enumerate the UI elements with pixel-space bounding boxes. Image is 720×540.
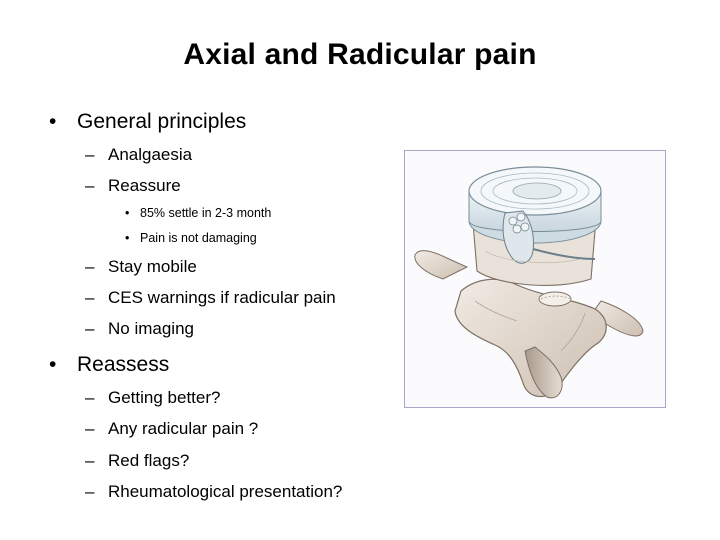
transverse-process-left bbox=[415, 251, 467, 279]
list-item bbox=[85, 257, 197, 277]
facet-joint bbox=[539, 292, 571, 306]
list-item bbox=[85, 451, 190, 471]
bullet-dash: – bbox=[85, 288, 95, 307]
list-item bbox=[85, 319, 194, 339]
bullet-dot: • bbox=[125, 206, 130, 220]
list-item bbox=[85, 145, 193, 165]
bullet-dash: – bbox=[85, 451, 95, 470]
bullet-dot: • bbox=[49, 110, 57, 133]
list-item-label: Red flags? bbox=[108, 451, 190, 470]
spine-illustration bbox=[404, 150, 666, 408]
bullet-dash: – bbox=[85, 176, 95, 195]
bullet-dash: – bbox=[85, 419, 95, 438]
list-item bbox=[85, 176, 181, 196]
list-item bbox=[85, 388, 221, 408]
list-item bbox=[85, 419, 259, 439]
bullet-dot: • bbox=[125, 231, 130, 245]
section-heading-label: General principles bbox=[77, 110, 247, 133]
section-heading-general-principles bbox=[49, 110, 247, 134]
sub-list-item-label: 85% settle in 2-3 month bbox=[140, 206, 272, 220]
list-item-label: Stay mobile bbox=[108, 257, 197, 276]
bullet-dash: – bbox=[85, 257, 95, 276]
sub-list-item bbox=[125, 231, 257, 246]
section-heading-label: Reassess bbox=[77, 353, 170, 376]
list-item-label: CES warnings if radicular pain bbox=[108, 288, 336, 307]
bullet-dash: – bbox=[85, 388, 95, 407]
bullet-dash: – bbox=[85, 482, 95, 501]
list-item-label: Reassure bbox=[108, 176, 181, 195]
bullet-dot: • bbox=[49, 353, 57, 376]
sub-list-item-label: Pain is not damaging bbox=[140, 231, 257, 245]
list-item-label: Analgaesia bbox=[108, 145, 193, 164]
bullet-dash: – bbox=[85, 319, 95, 338]
list-item bbox=[85, 482, 343, 502]
list-item-label: Getting better? bbox=[108, 388, 221, 407]
list-item bbox=[85, 288, 336, 308]
section-heading-reassess bbox=[49, 353, 170, 377]
vertebral-arch bbox=[455, 279, 606, 396]
list-item-label: No imaging bbox=[108, 319, 194, 338]
list-item-label: Rheumatological presentation? bbox=[108, 482, 343, 501]
vertebra-drawing bbox=[405, 151, 665, 407]
nucleus-pulposus bbox=[513, 183, 561, 199]
slide-title: Axial and Radicular pain bbox=[183, 38, 537, 71]
sub-list-item bbox=[125, 206, 272, 221]
list-item-label: Any radicular pain ? bbox=[108, 419, 259, 438]
bullet-dash: – bbox=[85, 145, 95, 164]
